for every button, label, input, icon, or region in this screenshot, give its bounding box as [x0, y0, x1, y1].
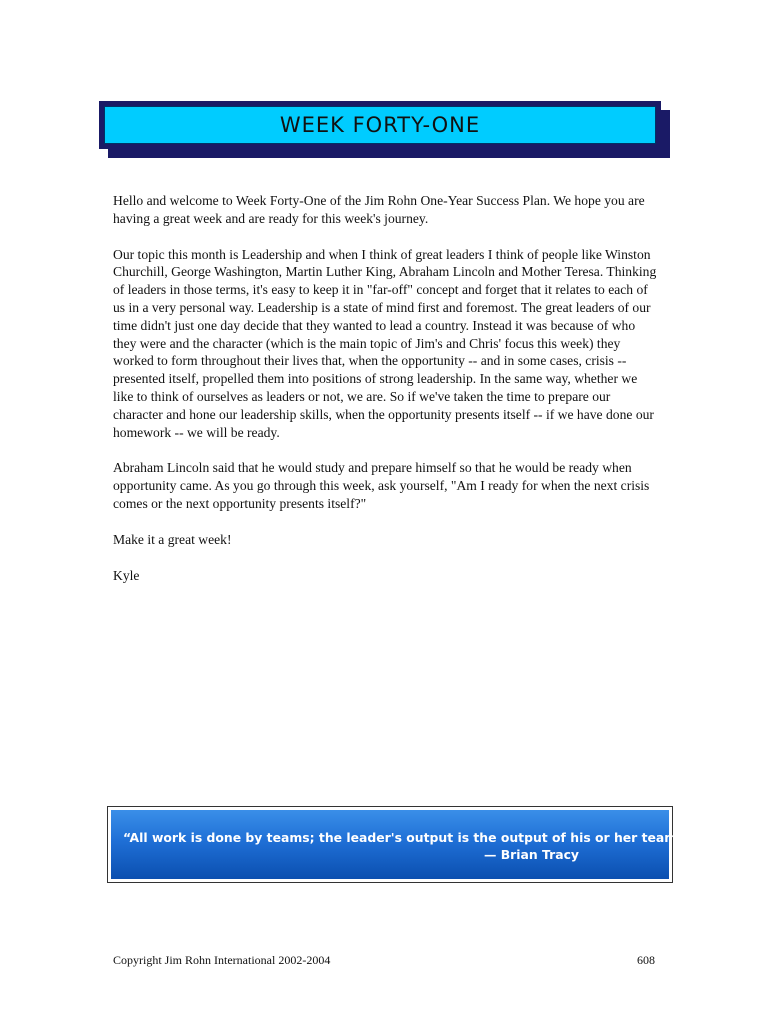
title-banner	[99, 101, 661, 149]
letter-body	[113, 192, 658, 602]
paragraph-intro: Hello and welcome to Week Forty-One of the Jim Rohn One-Year Success Plan. We hope you are having a great week and are ready for this week's journey.	[113, 193, 645, 226]
quote-box	[107, 806, 691, 883]
quote-box-fill	[111, 810, 691, 879]
paragraph-lincoln: Abraham Lincoln said that he would study and prepare himself so that he would be ready when opportunity came. As you go through this week, ask yourself, "Am I ready for when the next crisis comes or the next opportunity presents itself?"	[113, 460, 650, 511]
quote-text: “All work is done by teams; the leader's output is the output of his or her team.”	[123, 830, 691, 845]
title-banner-inner	[104, 106, 656, 144]
quote-author: — Brian Tracy	[484, 847, 579, 862]
signature: Kyle	[113, 567, 140, 583]
page-title: WEEK FORTY-ONE	[279, 113, 481, 137]
footer-page-number: 608	[637, 953, 655, 967]
paragraph-leadership: Our topic this month is Leadership and when I think of great leaders I think of people like Winston Churchill, George Washington, Martin Luther King, Abraham Lincoln and Mother Teresa. Thinking of leaders in those terms, it's easy to keep it in "far-off" concept and forget that it relates to each of us in a very personal way. Leadership is a state of mind first and foremost. The great leaders of our time didn't just one day decide that they wanted to lead a country. Instead it was because of who they were and the character (which is the main topic of Jim's and Chris' focus this week) they worked to form throughout their lives that, when the opportunity -- and in some cases, crisis -- presented itself, propelled them into positions of strong leadership. In the same way, whether we like to think of ourselves as leaders or not, we are. So if we've taken the time to prepare our character and hone our leadership skills, when the opportunity presents itself -- if we have done our homework -- we will be ready.	[113, 246, 657, 440]
footer-copyright: Copyright Jim Rohn International 2002-2004	[113, 953, 331, 967]
paragraph-closing: Make it a great week!	[113, 531, 232, 547]
